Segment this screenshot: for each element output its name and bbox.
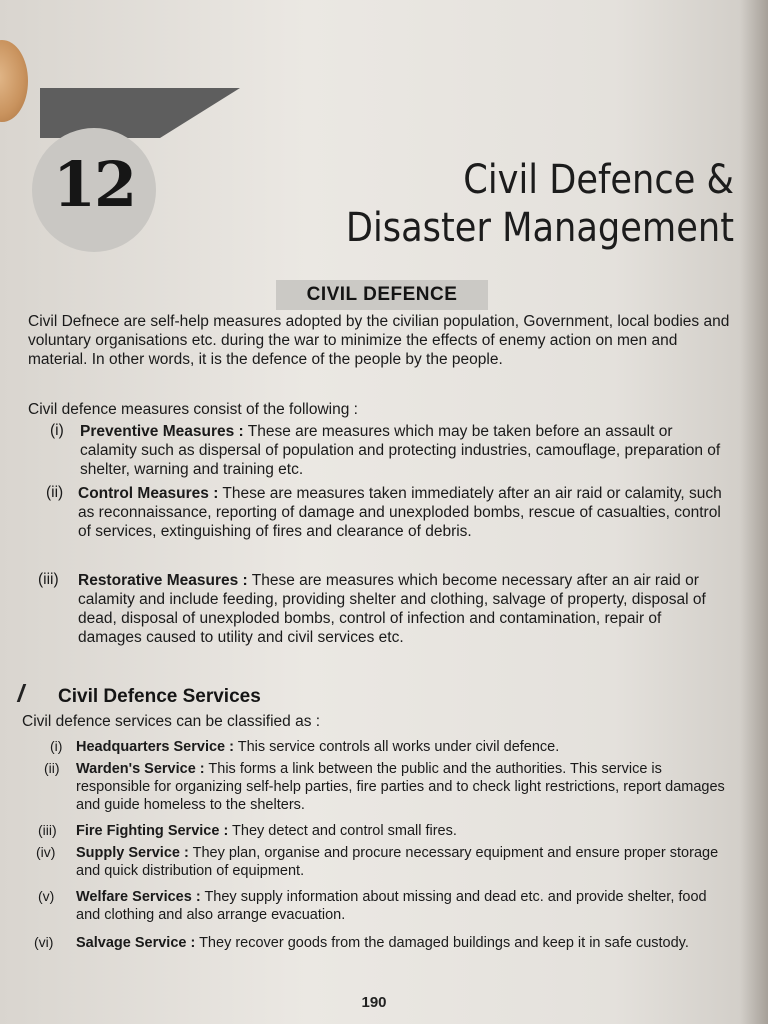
page-edge-shadow: [740, 0, 768, 1024]
item-text: These are measures taken immediately after an air raid or calamity, such as reconnaissance, reporting of damage and unexploded bombs, rescue of casualties, control of services, extinguishing of fires and clearance of debris.: [78, 485, 722, 540]
item-numeral: (iii): [38, 571, 59, 588]
section-heading-civil-defence: CIVIL DEFENCE: [276, 280, 488, 310]
list-item-control: [78, 484, 728, 541]
list-item-preventive: [80, 422, 730, 479]
service-headquarters: [76, 738, 730, 756]
service-supply: [76, 844, 730, 880]
service-label: Headquarters Service :: [76, 739, 234, 755]
service-text: They recover goods from the damaged buildings and keep it in safe custody.: [195, 935, 689, 951]
service-label: Supply Service :: [76, 845, 189, 861]
service-numeral: (ii): [44, 760, 60, 776]
chapter-title-line2: Disaster Management: [345, 205, 734, 251]
chapter-title-line1: Civil Defence &: [463, 157, 734, 203]
service-label: Salvage Service :: [76, 935, 196, 951]
item-text: These are measures which become necessary after an air raid or calamity and include feeding, providing shelter and clothing, salvage of property, disposal of dead, disposal of unexploded bombs, control of infection and contamination, repair of damages caused to utility and civil services etc.: [78, 572, 706, 646]
thumb: [0, 40, 28, 122]
service-numeral: (vi): [34, 934, 54, 950]
service-welfare: [76, 888, 730, 924]
service-numeral: (iv): [36, 844, 56, 860]
item-numeral: (i): [50, 422, 64, 439]
chapter-banner: [40, 88, 240, 138]
item-label: Control Measures :: [78, 485, 219, 502]
item-numeral: (ii): [46, 484, 64, 501]
chapter-number: 12: [52, 148, 136, 221]
intro-paragraph: Civil Defnece are self-help measures adopted by the civilian population, Government, local bodies and voluntary organisations etc. during the war to minimize the effects of enemy action on men and material. In other words, it is the defence of the people by the people.: [28, 313, 730, 368]
item-label: Restorative Measures :: [78, 572, 248, 589]
service-label: Fire Fighting Service :: [76, 823, 229, 839]
service-text: They plan, organise and procure necessary equipment and ensure proper storage and quick distribution of equipment.: [76, 845, 719, 879]
service-warden: [76, 760, 730, 814]
measures-lead: Civil defence measures consist of the following :: [28, 401, 358, 418]
pen-mark: [17, 684, 59, 702]
service-text: This forms a link between the public and the authorities. This service is responsible for organizing self-help parties, fire parties and to check light restrictions, report damages and guide homeless to the shelters.: [76, 761, 725, 813]
service-numeral: (v): [38, 888, 55, 904]
service-fire-fighting: [76, 822, 730, 840]
list-item-restorative: [78, 571, 728, 647]
service-salvage: [76, 934, 730, 952]
service-text: They detect and control small fires.: [228, 823, 457, 839]
item-text: These are measures which may be taken before an assault or calamity such as dispersal of population and protecting industries, camouflage, preparation of shelter, warning and training etc.: [80, 423, 721, 478]
service-label: Welfare Services :: [76, 889, 201, 905]
service-text: This service controls all works under civil defence.: [233, 739, 560, 755]
service-numeral: (iii): [38, 822, 57, 838]
item-label: Preventive Measures :: [80, 423, 244, 440]
service-label: Warden's Service :: [76, 761, 205, 777]
service-text: They supply information about missing and dead etc. and provide shelter, food and clothing and also arrange evacuation.: [76, 889, 707, 923]
services-intro: Civil defence services can be classified as :: [22, 713, 321, 730]
section-heading-services: Civil Defence Services: [58, 686, 261, 707]
service-numeral: (i): [50, 738, 63, 754]
page-number: 190: [361, 994, 387, 1011]
